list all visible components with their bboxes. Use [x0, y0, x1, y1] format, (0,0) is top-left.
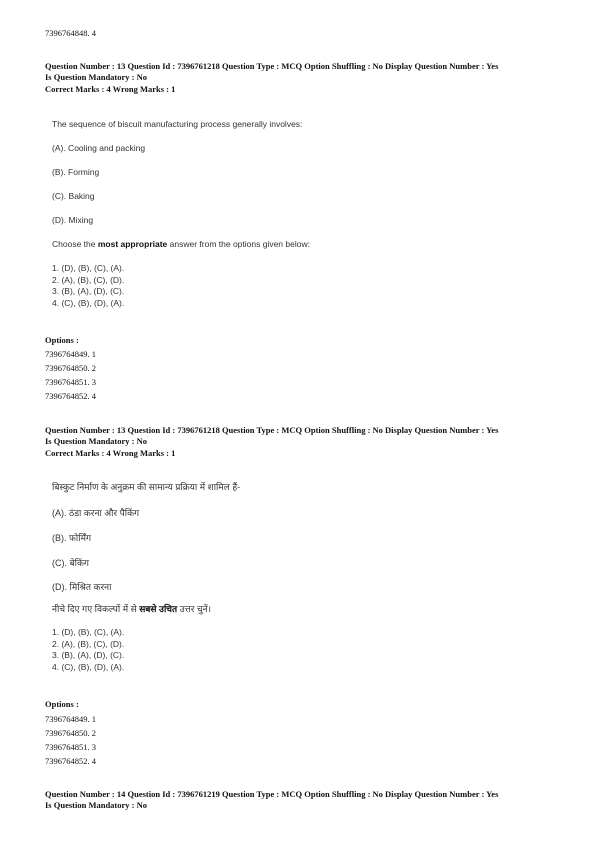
answer-4: 4. (C), (B), (D), (A). [52, 297, 125, 308]
answer-1: 1. (D), (B), (C), (A). [52, 627, 125, 637]
answer-4: 4. (C), (B), (D), (A). [52, 661, 125, 672]
answer-3: 3. (B), (A), (D), (C). [52, 650, 125, 660]
answer-2: 2. (A), (B), (C), (D). [52, 274, 125, 285]
option-line: 7396764850. 2 [45, 363, 96, 373]
answer-2: 2. (A), (B), (C), (D). [52, 638, 125, 649]
question-text: बिस्कुट निर्माण के अनुक्रम की सामान्य प्रक्रिया में शामिल हैं- [52, 482, 241, 492]
question-marks: Correct Marks : 4 Wrong Marks : 1 [45, 84, 176, 94]
question-marks: Correct Marks : 4 Wrong Marks : 1 [45, 448, 176, 458]
choose-instruction: नीचे दिए गए विकल्पों में से सबसे उचित उत्तर चुनें। [52, 604, 212, 614]
answer-list [52, 627, 124, 673]
item-c: (C). बेकिंग [52, 558, 89, 568]
question-header: Question Number : 14 Question Id : 7396761219 Question Type : MCQ Option Shuffling : No Display Question Number : Yes [45, 789, 499, 799]
question-header: Question Number : 13 Question Id : 7396761218 Question Type : MCQ Option Shuffling : No Display Question Number : Yes [45, 61, 499, 71]
answer-list [52, 263, 124, 309]
answer-1: 1. (D), (B), (C), (A). [52, 263, 125, 273]
question-mandatory: Is Question Mandatory : No [45, 800, 148, 810]
item-c: (C). Baking [52, 191, 95, 201]
item-b: (B). Forming [52, 167, 100, 177]
question-text: The sequence of biscuit manufacturing process generally involves: [52, 119, 303, 129]
option-line: 7396764851. 3 [45, 377, 96, 387]
option-line: 7396764852. 4 [45, 391, 96, 401]
option-line: 7396764849. 1 [45, 714, 96, 724]
options-label: Options : [45, 699, 79, 709]
question-header: Question Number : 13 Question Id : 7396761218 Question Type : MCQ Option Shuffling : No Display Question Number : Yes [45, 425, 499, 435]
item-d: (D). मिश्रित करना [52, 582, 112, 592]
option-line: 7396764851. 3 [45, 742, 96, 752]
option-line: 7396764852. 4 [45, 756, 96, 766]
question-mandatory: Is Question Mandatory : No [45, 72, 148, 82]
option-line: 7396764849. 1 [45, 349, 96, 359]
options-label: Options : [45, 335, 79, 345]
item-b: (B). फोर्मिंग [52, 533, 92, 543]
item-a: (A). ठंडा करना और पैकिंग [52, 508, 140, 518]
question-mandatory: Is Question Mandatory : No [45, 436, 148, 446]
item-a: (A). Cooling and packing [52, 143, 146, 153]
option-line: 7396764850. 2 [45, 728, 96, 738]
option-line: 7396764848. 4 [45, 28, 96, 38]
choose-instruction: Choose the most appropriate answer from the options given below: [52, 239, 310, 249]
answer-3: 3. (B), (A), (D), (C). [52, 286, 125, 296]
item-d: (D). Mixing [52, 215, 94, 225]
